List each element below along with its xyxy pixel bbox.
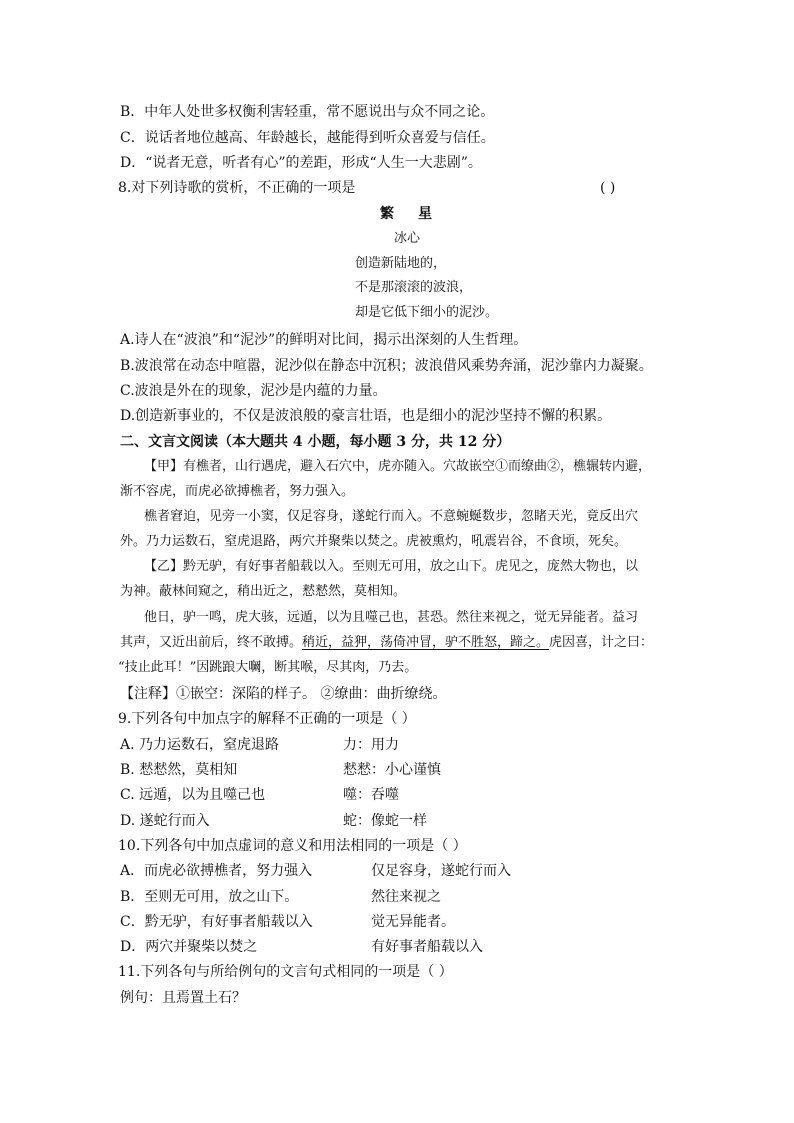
q9-option-b: B. 慭慭然，莫相知 (120, 762, 238, 778)
q10-option-d-compare: 有好事者船载以入 (371, 939, 483, 955)
jia-line-1: 【甲】有樵者，山行遇虎，避入石穴中，虎亦随入。穴故嵌空①而缭曲②，樵辗转内避， (144, 459, 652, 474)
q9-option-a: A. 乃力运数石，窒虎退路 (120, 737, 280, 753)
q8-answer-blank: ( ) (600, 180, 616, 196)
q9-option-b-meaning: 慭慭：小心谨慎 (343, 762, 441, 778)
q8-option-a: A.诗人在“波浪”和“泥沙”的鲜明对比间，揭示出深刻的人生哲理。 (120, 332, 528, 348)
q10-option-a-compare: 仅足容身，遂蛇行而入 (371, 863, 511, 879)
q9-stem: 9.下列各句中加点字的解释不正确的一项是（ ） (118, 711, 416, 727)
q9-option-d-meaning: 蛇：像蛇一样 (343, 813, 427, 829)
poem-line-2: 不是那滚滚的波浪， (355, 280, 473, 295)
poem-line-3: 却是它低下细小的泥沙。 (355, 305, 499, 320)
q9-option-c-meaning: 噬：吞噬 (343, 787, 399, 803)
yi-line-3: 他日，驴一鸣，虎大骇，远遁，以为且噬己也，甚恐。然往来视之，觉无异能者。益习 (144, 610, 639, 625)
q7-option-c: C．说话者地位越高、年龄越长，越能得到听众喜爱与信任。 (120, 130, 495, 146)
section2-heading: 二、文言文阅读（本大题共 4 小题，每小题 3 分，共 12 分） (120, 434, 511, 450)
q10-option-d: D．两穴并聚柴以焚之 (120, 939, 258, 955)
annotation-note: 【注释】①嵌空：深陷的样子。 ②缭曲：曲折缭绕。 (120, 686, 447, 702)
yi-line-4-start: 其声，又近出前后，终不敢搏。 (120, 635, 303, 650)
q10-stem: 10.下列各句中加点虚词的意义和用法相同的一项是（ ） (118, 838, 467, 854)
poem-author: 冰心 (394, 231, 421, 246)
q8-option-c: C.波浪是外在的现象，泥沙是内蕴的力量。 (120, 383, 387, 399)
q10-option-c-compare: 觉无异能者。 (371, 914, 455, 930)
yi-line-1: 【乙】黔无驴，有好事者船载以入。至则无可用，放之山下。虎见之，庞然大物也，以 (144, 559, 639, 574)
poem-line-1: 创造新陆地的， (355, 256, 447, 271)
jia-line-3: 樵者窘迫，见旁一小窦，仅足容身，遂蛇行而入。不意蜿蜒数步，忽睹天光，竟反出穴 (144, 509, 639, 524)
yi-line-2: 为神。蔽林间窥之，稍出近之，慭慭然，莫相知。 (120, 584, 407, 599)
q9-option-a-meaning: 力：用力 (343, 737, 399, 753)
q10-option-b-compare: 然往来视之 (371, 889, 441, 905)
q7-option-d: D．“说者无意，听者有心”的差距，形成“人生一大悲剧”。 (120, 155, 482, 171)
q10-option-b: B．至则无可用，放之山下。 (120, 889, 299, 905)
yi-line-4 (120, 634, 653, 652)
q9-option-c: C. 远遁，以为且噬己也 (120, 787, 266, 803)
q10-option-c: C．黔无驴，有好事者船载以入 (120, 914, 313, 930)
q11-stem: 11.下列各句与所给例句的文言句式相同的一项是（ ） (118, 964, 453, 980)
q8-stem: 8.对下列诗歌的赏析，不正确的一项是 (118, 180, 356, 196)
q8-option-d: D.创造新事业的，不仅是波浪般的豪言壮语，也是细小的泥沙坚持不懈的积累。 (120, 408, 612, 424)
yi-line-4-end: 虎因喜，计之曰： (549, 635, 654, 650)
q8-option-b: B.波浪常在动态中喧嚣，泥沙似在静态中沉积；波浪借风乘势奔涌，泥沙靠内力凝聚。 (120, 358, 653, 374)
jia-line-4: 外。乃力运数石，窒虎退路，两穴并聚柴以焚之。虎被熏灼，吼震岩谷，不食顷，死矣。 (120, 534, 628, 549)
q7-option-b: B．中年人处世多权衡利害轻重，常不愿说出与众不同之论。 (120, 104, 495, 120)
poem-title: 繁星 (380, 206, 456, 222)
yi-underlined-sentence: 稍近，益狎，荡倚冲冒，驴不胜怒，蹄之。 (302, 635, 550, 650)
q9-option-d: D. 遂蛇行而入 (120, 813, 210, 829)
q10-option-a: A．而虎必欲搏樵者，努力强入 (120, 863, 313, 879)
jia-line-2: 渐不容虎，而虎必欲搏樵者，努力强入。 (120, 484, 355, 499)
q11-example: 例句：且焉置土石？ (120, 990, 246, 1006)
yi-line-5: “技止此耳！”因跳踉大㘎，断其喉，尽其肉，乃去。 (118, 660, 418, 675)
